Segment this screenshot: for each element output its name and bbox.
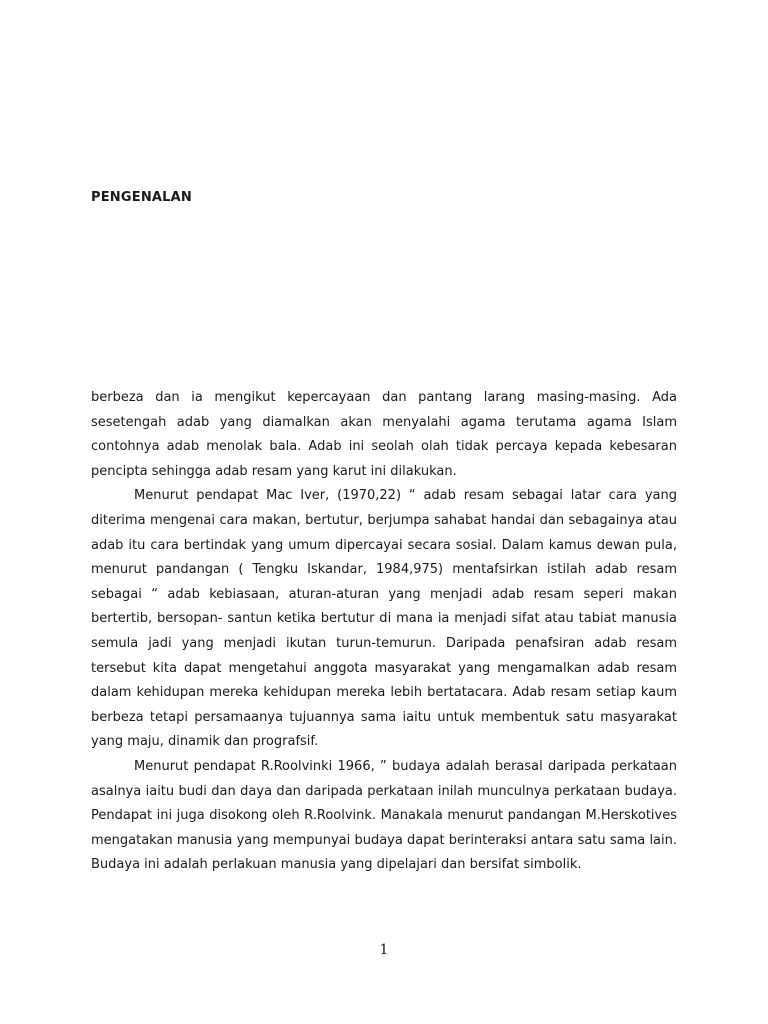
paragraph-2: Menurut pendapat Mac Iver, (1970,22) “ adab resam sebagai latar cara yang diterima mengenai cara makan, bertutur, berjumpa sahabat handai dan sebagainya atau adab itu cara bertindak yang umum dipercayai secara sosial. Dalam kamus dewan pula, menurut pandangan ( Tengku Iskandar, 1984,975) mentafsirkan istilah adab resam sebagai “ adab kebiasaan, aturan-aturan yang menjadi adab resam seperi makan bertertib, bersopan- santun ketika bertutur di mana ia menjadi sifat atau tabiat manusia semula jadi yang menjadi ikutan turun-temurun. Daripada penafsiran adab resam tersebut kita dapat mengetahui anggota masyarakat yang mengamalkan adab resam dalam kehidupan mereka kehidupan mereka lebih bertatacara. Adab resam setiap kaum berbeza tetapi persamaanya tujuannya sama iaitu untuk membentuk satu masyarakat yang maju, dinamik dan prografsif. <box>91 488 677 750</box>
page-number: 1 <box>379 942 389 958</box>
paragraph-3: Menurut pendapat R.Roolvinki 1966, ” budaya adalah berasal daripada perkataan asalnya iaitu budi dan daya dan daripada perkataan inilah munculnya perkataan budaya. Pendapat ini juga disokong oleh R.Roolvink. Manakala menurut pandangan M.Herskotives mengatakan manusia yang mempunyai budaya dapat berinteraksi antara satu sama lain. Budaya ini adalah perlakuan manusia yang dipelajari dan bersifat simbolik. <box>91 758 677 873</box>
paragraph-1: berbeza dan ia mengikut kepercayaan dan pantang larang masing-masing. Ada sesetengah adab yang diamalkan akan menyalahi agama terutama agama Islam contohnya adab menolak bala. Adab ini seolah olah tidak percaya kepada kebesaran pencipta sehingga adab resam yang karut ini dilakukan. <box>91 390 677 479</box>
body-text <box>91 386 677 878</box>
section-heading: PENGENALAN <box>91 190 193 205</box>
